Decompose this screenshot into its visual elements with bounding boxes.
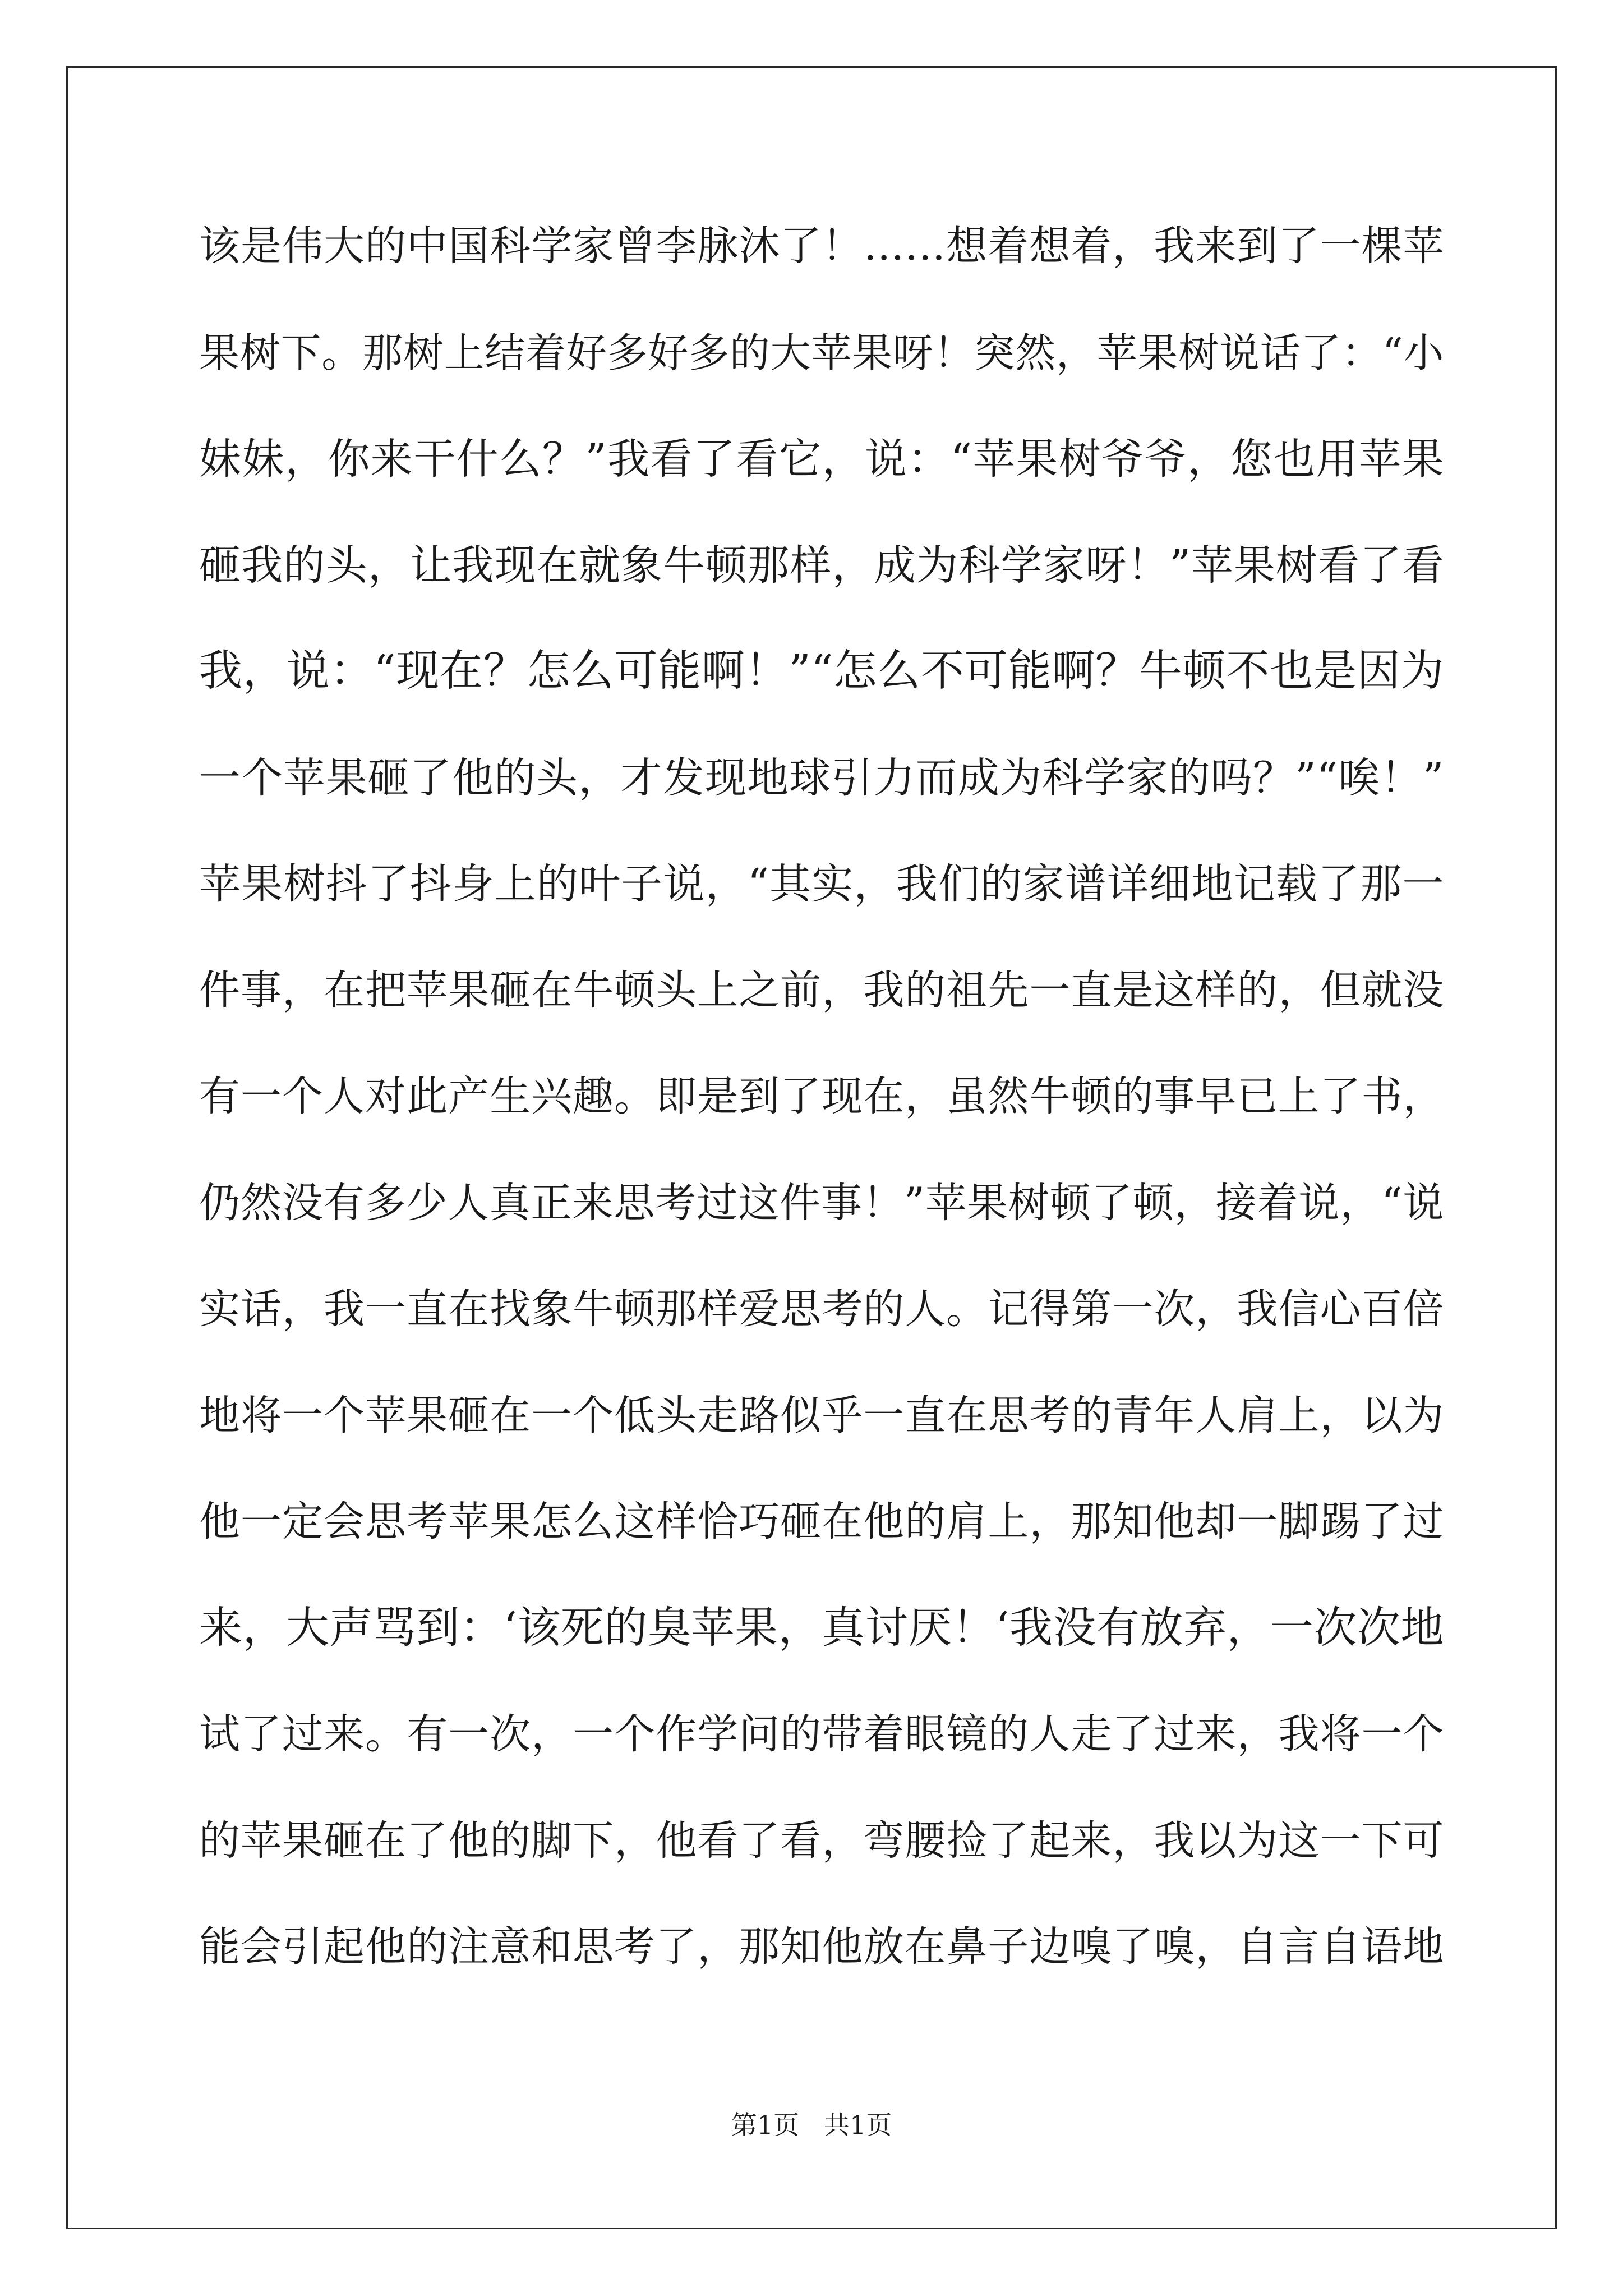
text-line: 一个苹果砸了他的头，才发现地球引力而成为科学家的吗？”“唉！” [199, 753, 1444, 802]
text-line: 果树下。那树上结着好多好多的大苹果呀！突然，苹果树说话了：“小 [199, 329, 1444, 376]
text-line: 有一个人对此产生兴趣。即是到了现在，虽然牛顿的事早已上了书， [199, 1073, 1444, 1120]
page-footer [0, 2108, 1623, 2142]
text-line: 件事，在把苹果砸在牛顿头上之前，我的祖先一直是这样的，但就没 [199, 966, 1444, 1014]
text-line: 该是伟大的中国科学家曾李脉沐了！……想着想着，我来到了一棵苹 [199, 222, 1444, 270]
document-body [199, 210, 1444, 2018]
text-line: 实话，我一直在找象牛顿那样爱思考的人。记得第一次，我信心百倍 [199, 1285, 1444, 1333]
text-line: 地将一个苹果砸在一个低头走路似乎一直在思考的青年人肩上，以为 [199, 1391, 1444, 1439]
text-line: 试了过来。有一次，一个作学问的带着眼镜的人走了过来，我将一个 [199, 1710, 1444, 1758]
text-line: 他一定会思考苹果怎么这样恰巧砸在他的肩上，那知他却一脚踢了过 [199, 1498, 1444, 1545]
text-line: 的苹果砸在了他的脚下，他看了看，弯腰捡了起来，我以为这一下可 [199, 1816, 1444, 1865]
text-line: 来，大声骂到：‘该死的臭苹果，真讨厌！‘我没有放弃，一次次地 [199, 1603, 1444, 1653]
text-line: 苹果树抖了抖身上的叶子说，“其实，我们的家谱详细地记载了那一 [199, 860, 1444, 908]
page-number: 第1页 [731, 2110, 800, 2140]
text-line: 能会引起他的注意和思考了，那知他放在鼻子边嗅了嗅，自言自语地 [199, 1923, 1444, 1971]
text-line: 我，说：“现在？怎么可能啊！”“怎么不可能啊？牛顿不也是因为 [199, 646, 1444, 696]
page-total: 共1页 [823, 2110, 892, 2140]
text-line: 妹妹，你来干什么？”我看了看它，说：“苹果树爷爷，您也用苹果 [199, 434, 1444, 484]
text-line: 砸我的头，让我现在就象牛顿那样，成为科学家呀！”苹果树看了看 [199, 541, 1444, 590]
text-line: 仍然没有多少人真正来思考过这件事！”苹果树顿了顿，接着说，“说 [199, 1179, 1444, 1227]
